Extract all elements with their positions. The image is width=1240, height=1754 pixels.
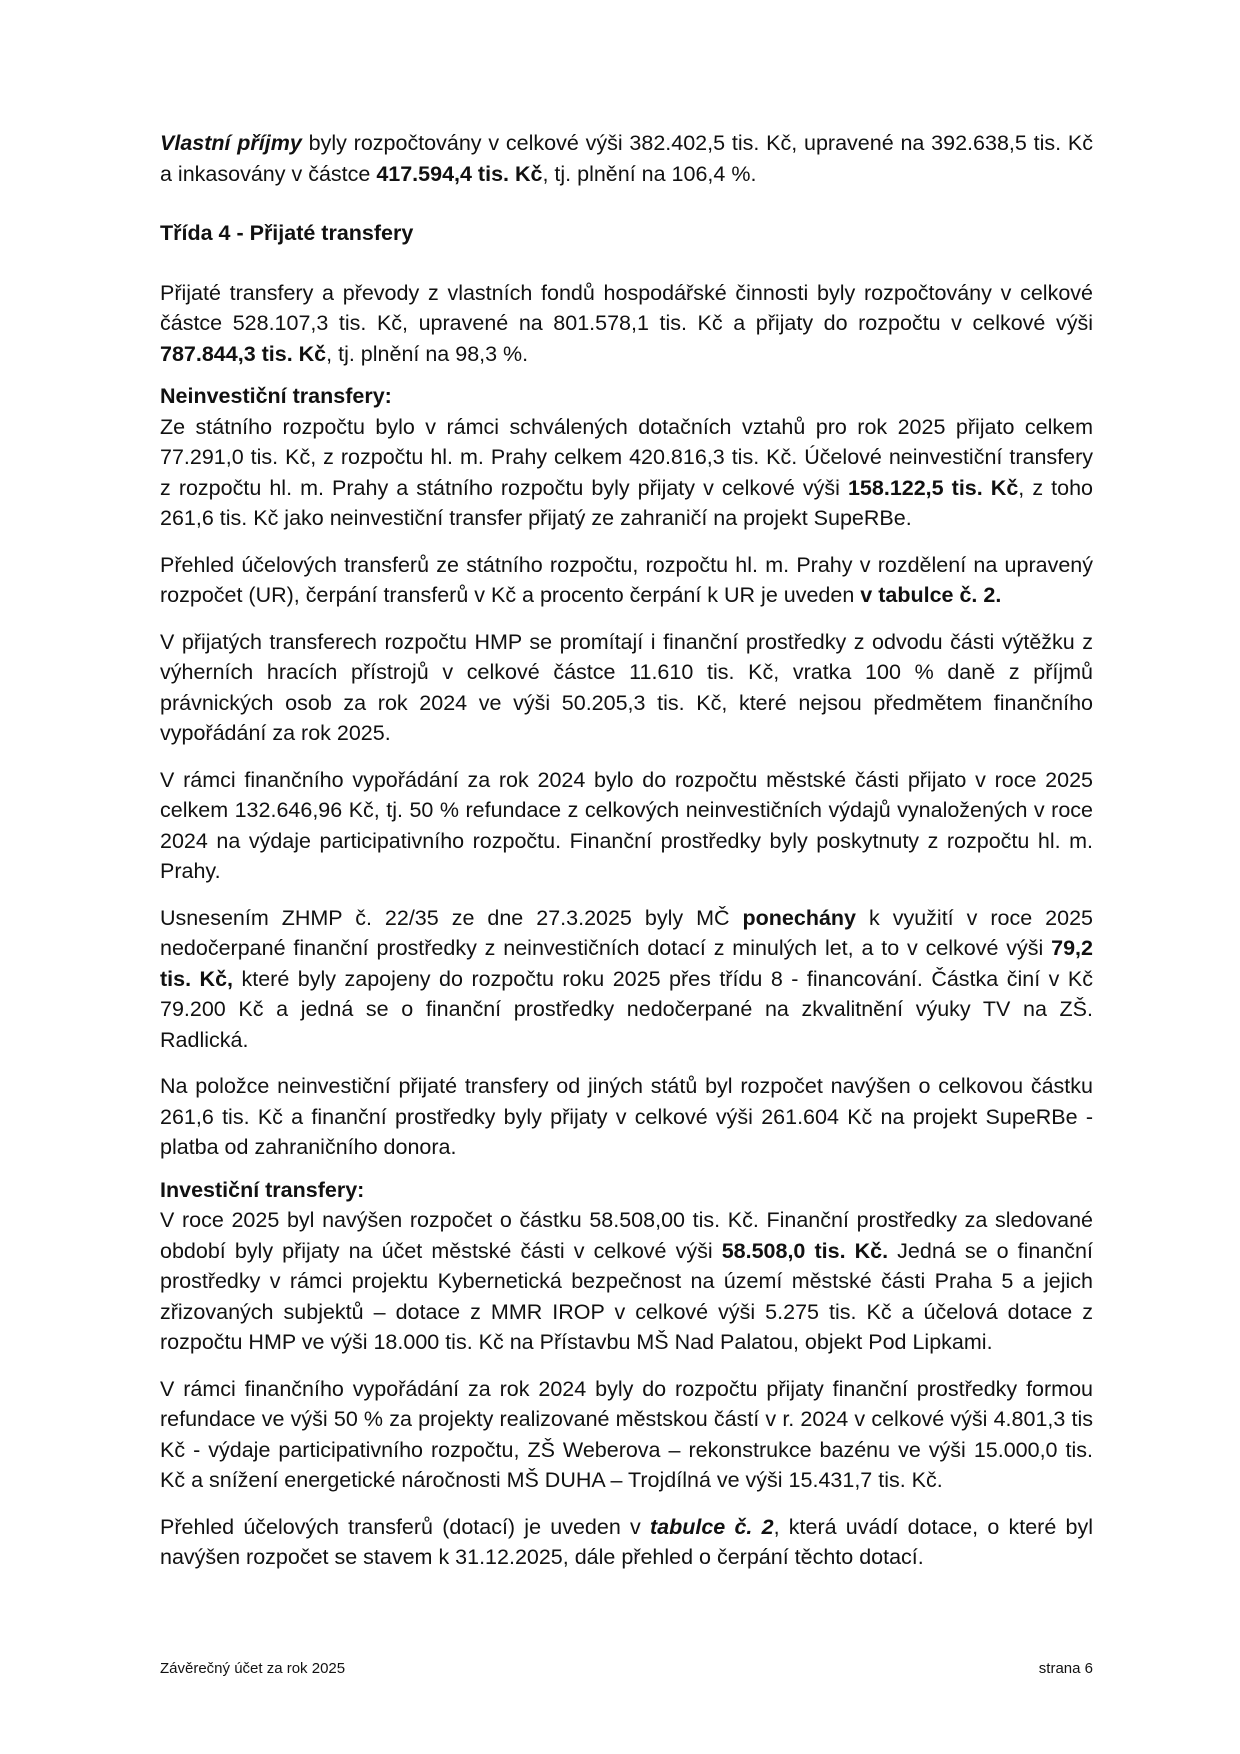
section-heading-trida-4: Třída 4 - Přijaté transfery [160,221,414,245]
footer-document-title: Závěrečný účet za rok 2025 [160,1660,346,1677]
paragraph-prehled-transferu: Přehled účelových transferů ze státního rozpočtu, rozpočtu hl. m. Prahy v rozdělení na upravený rozpočet (UR), čerpání transferů v Kč a procento čerpání k UR je uveden v tabulce č. 2. [160,552,1093,607]
subheading-neinvesticni-transfery: Neinvestiční transfery: [160,384,392,408]
paragraph-refundace: V rámci finančního vypořádání za rok 2024 byly do rozpočtu přijaty finanční prostředky formou refundace ve výši 50 % za projekty realizované městskou částí v r. 2024 v celkové výši 4.801,3 tis Kč - výdaje participativního rozpočtu, ZŠ Weberova – rekonstrukce bazénu ve výši 15.000,0 tis. Kč a snížení energetické náročnosti MŠ DUHA – Trojdílná ve výši 15.431,7 tis. Kč. [160,1376,1093,1492]
paragraph-jine-staty: Na položce neinvestiční přijaté transfery od jiných států byl rozpočet navýšen o celkovou částku 261,6 tis. Kč a finanční prostředky byly přijaty v celkové výši 261.604 Kč na projekt SupeRBe - platba od zahraničního donora. [160,1074,1093,1159]
term-vlastni-prijmy: Vlastní příjmy [160,131,302,155]
subheading-investicni-transfery: Investiční transfery: [160,1177,365,1202]
paragraph-vlastni-prijmy: Vlastní příjmy byly rozpočtovány v celkové výši 382.402,5 tis. Kč, upravené na 392.638,5 tis. Kč a inkasovány v částce 417.594,4 tis. Kč, tj. plnění na 106,4 %. [160,131,1093,186]
paragraph-statni-rozpocet: Ze státního rozpočtu bylo v rámci schválených dotačních vztahů pro rok 2025 přijato celkem 77.291,0 tis. Kč, z rozpočtu hl. m. Prahy celkem 420.816,3 tis. Kč. Účelové neinvestiční transfery z rozpočtu hl. m. Prahy a státního rozpočtu byly přijaty v celkové výši 158.122,5 tis. Kč, z toho 261,6 tis. Kč jako neinvestiční transfer přijatý ze zahraničí na projekt SupeRBe. [160,414,1093,530]
paragraph-usneseni-zhmp: Usnesením ZHMP č. 22/35 ze dne 27.3.2025 byly MČ ponechány k využití v roce 2025 nedočerpané finanční prostředky z neinvestičních dotací z minulých let, a to v celkové výši 79,2 tis. Kč, které byly zapojeny do rozpočtu roku 2025 přes třídu 8 - financování. Částka činí v Kč 79.200 Kč a jedná se o finanční prostředky nedočerpané na zkvalitnění výuky TV na ZŠ. Radlická. [160,905,1094,1052]
paragraph-investicni-transfery: V roce 2025 byl navýšen rozpočet o částku 58.508,00 tis. Kč. Finanční prostředky za sledované období byly přijaty na účet městské části v celkové výši 58.508,0 tis. Kč. Jedná se o finanční prostředky v rámci projektu Kybernetická bezpečnost na území městské části Praha 5 a jejich zřizovaných subjektů – dotace z MMR IROP v celkové výši 5.275 tis. Kč a účelová dotace z rozpočtu HMP ve výši 18.000 tis. Kč na Přístavbu MŠ Nad Palatou, objekt Pod Lipkami. [160,1208,1093,1354]
footer-page-number: strana 6 [1038,1660,1093,1677]
document-body [160,128,1093,1573]
paragraph-prijate-transfery: Přijaté transfery a převody z vlastních fondů hospodářské činnosti byly rozpočtovány v celkové částce 528.107,3 tis. Kč, upravené na 801.578,1 tis. Kč a přijaty do rozpočtu v celkové výši 787.844,3 tis. Kč, tj. plnění na 98,3 %. [160,280,1093,366]
paragraph-prehled-dotaci: Přehled účelových transferů (dotací) je uveden v tabulce č. 2, která uvádí dotace, o které byl navýšen rozpočet se stavem k 31.12.2025, dále přehled o čerpání těchto dotací. [160,1514,1093,1569]
paragraph-transfery-hmp: V přijatých transferech rozpočtu HMP se promítají i finanční prostředky z odvodu části výtěžku z výherních hracích přístrojů v celkové částce 11.610 tis. Kč, vratka 100 % daně z příjmů právnických osob za rok 2024 ve výši 50.205,3 tis. Kč, které nejsou předmětem finančního vypořádání za rok 2025. [160,629,1093,745]
paragraph-financni-vyporadani: V rámci finančního vypořádání za rok 2024 bylo do rozpočtu městské části přijato v roce 2025 celkem 132.646,96 Kč, tj. 50 % refundace z celkových neinvestičních výdajů vynaložených v roce 2024 na výdaje participativního rozpočtu. Finanční prostředky byly poskytnuty z rozpočtu hl. m. Prahy. [160,767,1093,883]
